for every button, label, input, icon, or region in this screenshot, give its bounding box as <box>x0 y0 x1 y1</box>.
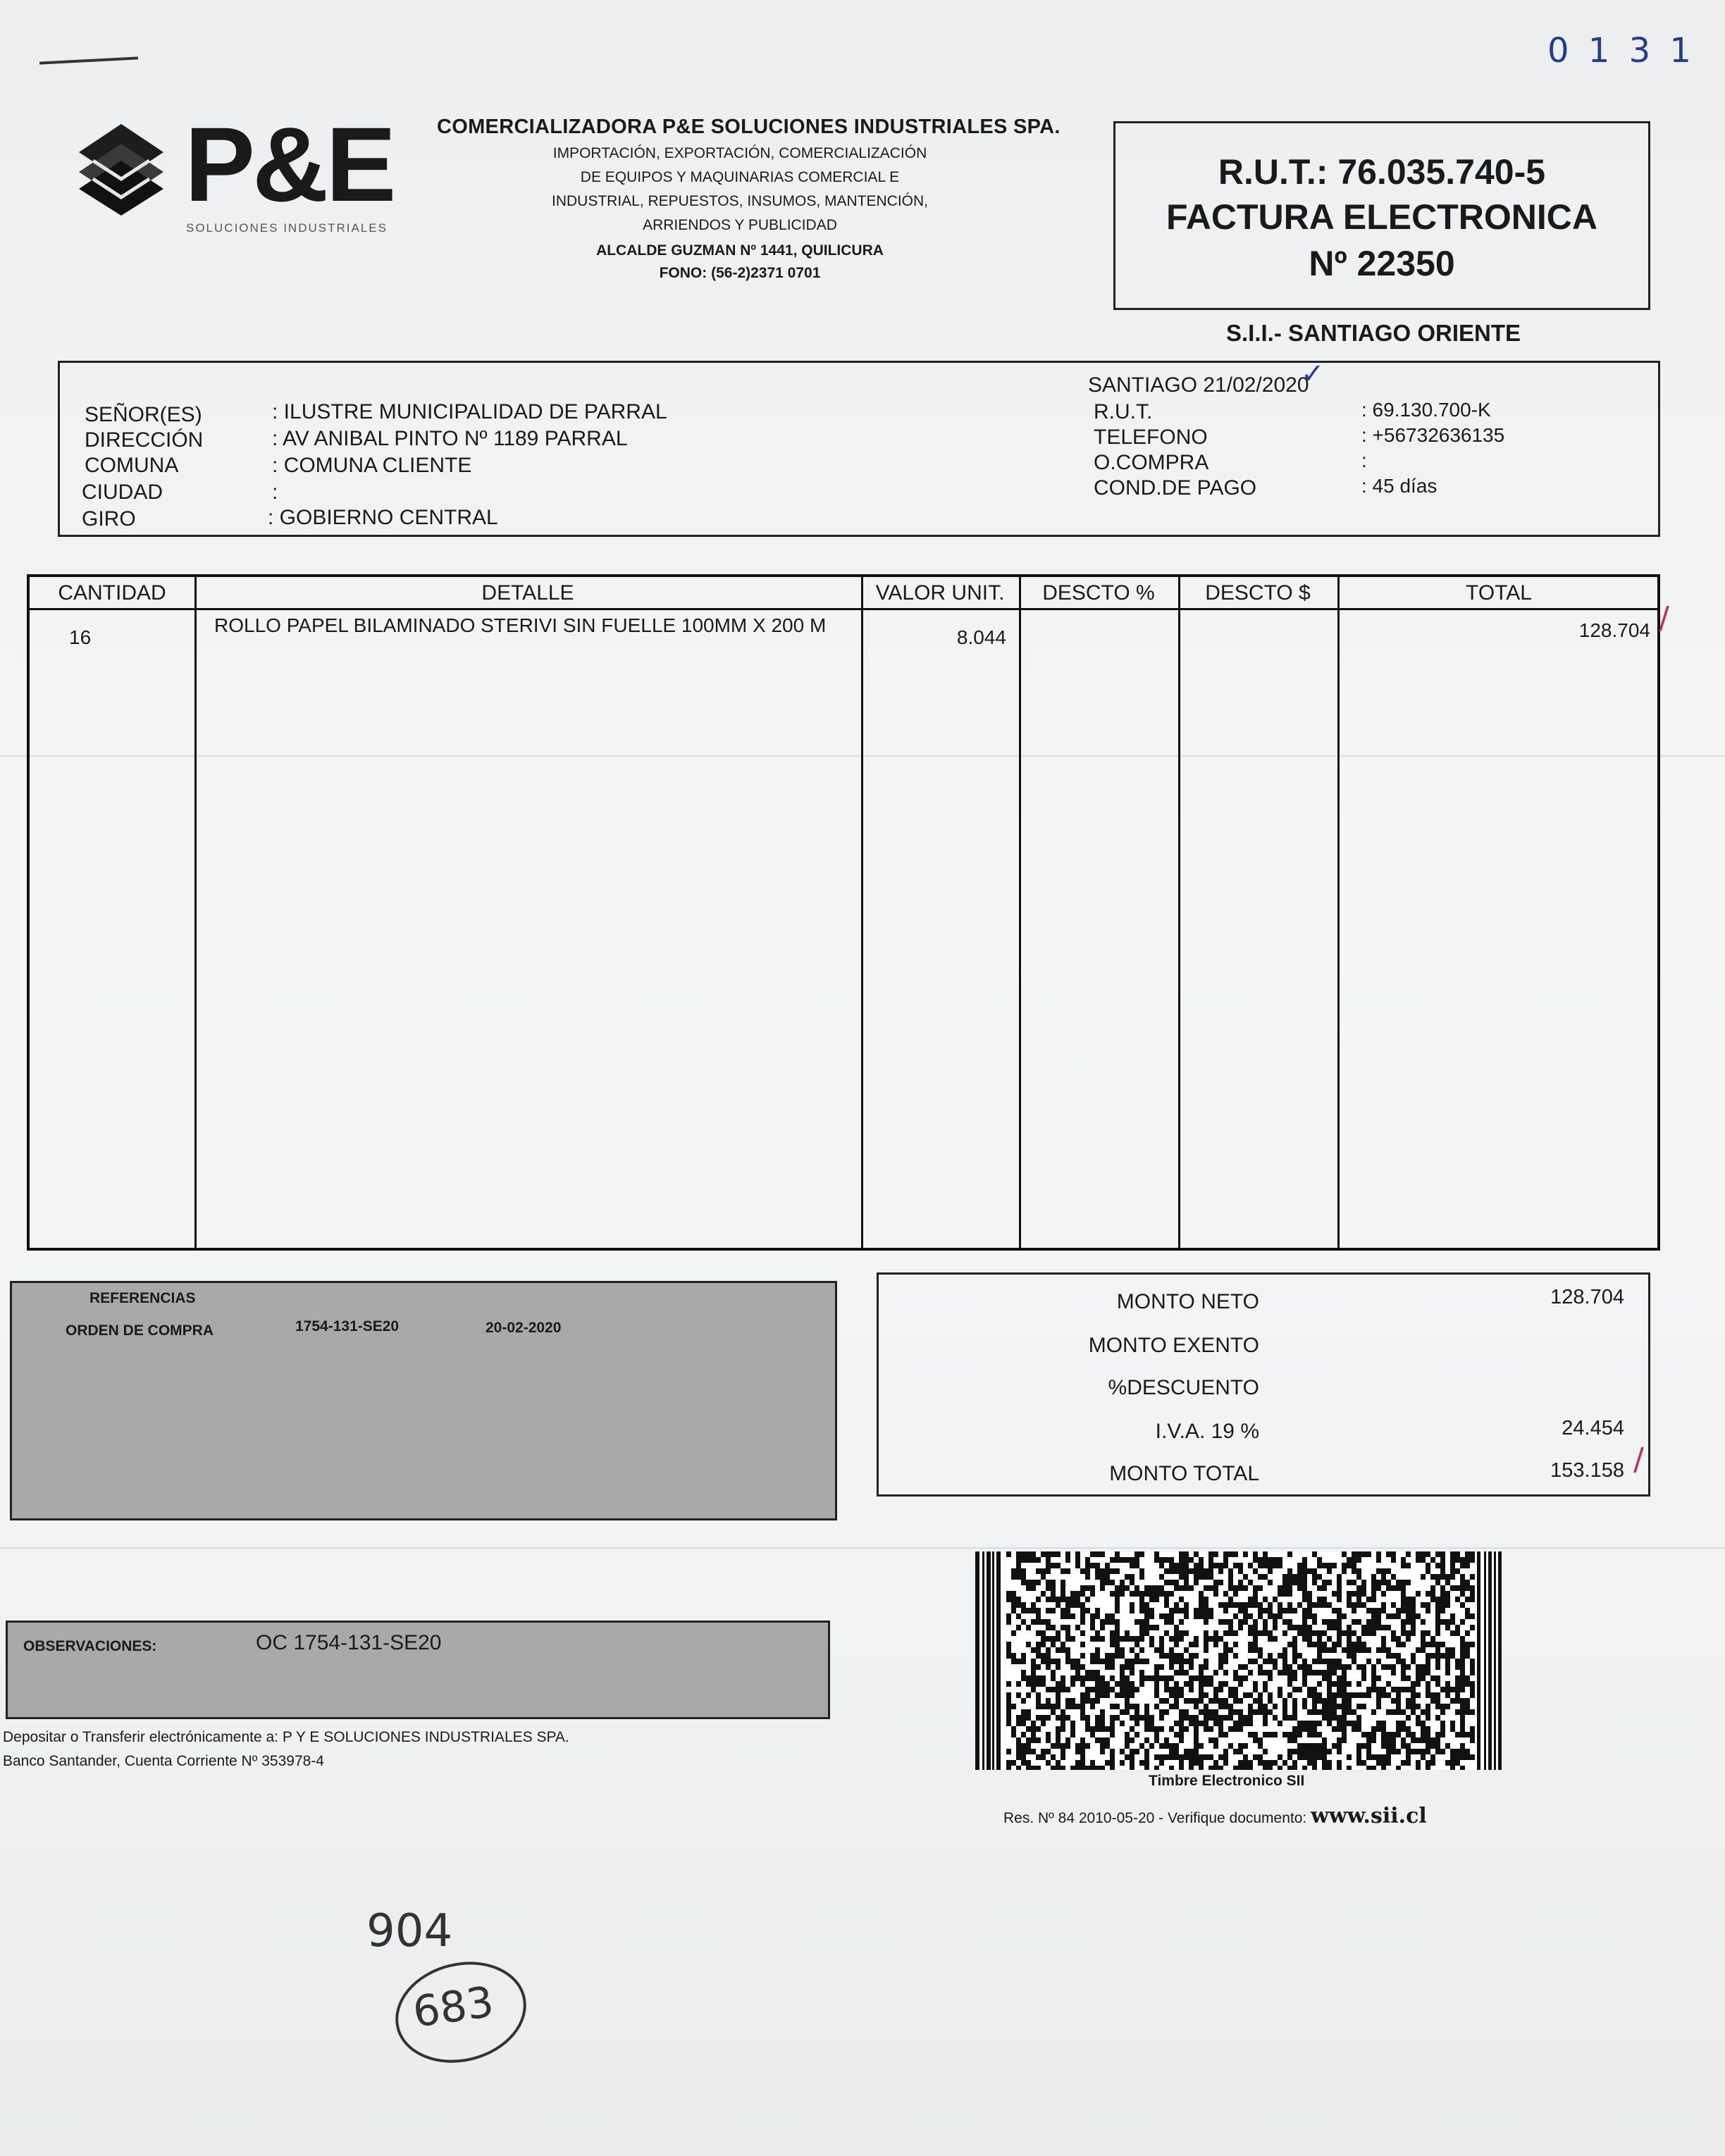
company-name: COMERCIALIZADORA P&E SOLUCIONES INDUSTRIALES SPA. <box>437 116 1061 138</box>
client-name: : ILUSTRE MUNICIPALIDAD DE PARRAL <box>272 400 667 423</box>
column-header-descto-pct: DESCTO % <box>1042 581 1155 605</box>
client-right-label: TELEFONO <box>1094 426 1208 449</box>
company-phone: FONO: (56-2)2371 0701 <box>659 265 821 281</box>
references-box <box>10 1281 837 1520</box>
check-mark-icon: / <box>1659 600 1669 636</box>
total-value-iva: 24.454 <box>1562 1417 1624 1439</box>
document-number: Nº 22350 <box>1309 244 1455 283</box>
logo-subtitle: SOLUCIONES INDUSTRIALES <box>186 221 388 235</box>
document-id-box <box>1113 121 1650 310</box>
check-mark-icon: / <box>1633 1442 1644 1477</box>
logo-mark-icon <box>79 124 163 216</box>
reference-date: 20-02-2020 <box>486 1320 562 1336</box>
table-header-divider <box>30 608 1657 610</box>
row-total: 128.704 <box>1578 619 1650 641</box>
handwritten-circled-number: 683 <box>409 1977 497 2038</box>
client-comuna: : COMUNA CLIENTE <box>272 454 472 477</box>
total-label-iva: I.V.A. 19 % <box>1155 1420 1259 1443</box>
sii-office: S.I.I.- SANTIAGO ORIENTE <box>1226 320 1521 346</box>
bank-account: Banco Santander, Cuenta Corriente Nº 353978-4 <box>3 1753 324 1769</box>
column-divider <box>1178 577 1180 1248</box>
column-header-total: TOTAL <box>1466 581 1532 605</box>
client-label: DIRECCIÓN <box>85 428 204 452</box>
handwritten-number: 904 <box>366 1905 453 1957</box>
client-label: COMUNA <box>85 454 179 477</box>
observations-value: OC 1754-131-SE20 <box>256 1631 442 1654</box>
column-divider <box>194 577 197 1248</box>
fold-line <box>0 1547 1725 1549</box>
company-activity-line: INDUSTRIAL, REPUESTOS, INSUMOS, MANTENCIÓN, <box>551 193 928 209</box>
row-cantidad: 16 <box>69 626 92 648</box>
issuer-rut: R.U.T.: 76.035.740-5 <box>1218 152 1546 192</box>
column-header-cantidad: CANTIDAD <box>58 581 166 605</box>
column-header-detalle: DETALLE <box>481 581 574 605</box>
company-activity-line: ARRIENDOS Y PUBLICIDAD <box>643 217 837 233</box>
issue-date: SANTIAGO 21/02/2020 <box>1088 373 1309 397</box>
client-address: : AV ANIBAL PINTO Nº 1189 PARRAL <box>272 427 628 450</box>
total-label-total: MONTO TOTAL <box>1109 1462 1259 1485</box>
column-divider <box>861 577 863 1248</box>
timbre-label: Timbre Electronico SII <box>1149 1773 1305 1789</box>
purchase-order-field: : <box>1361 450 1367 471</box>
client-giro: : GOBIERNO CENTRAL <box>268 506 498 529</box>
totals-box <box>877 1272 1650 1497</box>
sii-url-link[interactable]: www.sii.cl <box>1311 1804 1427 1828</box>
row-valor-unit: 8.044 <box>956 626 1006 648</box>
total-label-neto: MONTO NETO <box>1116 1290 1259 1313</box>
column-header-descto-amt: DESCTO $ <box>1205 581 1311 605</box>
timbre-barcode <box>975 1551 1502 1770</box>
client-label: GIRO <box>82 507 136 531</box>
total-value-neto: 128.704 <box>1550 1286 1624 1308</box>
column-divider <box>1019 577 1021 1248</box>
company-activity-line: IMPORTACIÓN, EXPORTACIÓN, COMERCIALIZACIÓN <box>552 145 927 161</box>
document-type: FACTURA ELECTRONICA <box>1166 197 1597 237</box>
payment-terms: : 45 días <box>1361 475 1438 497</box>
logo-text: P&E <box>185 105 394 223</box>
items-table <box>27 574 1660 1251</box>
check-mark-icon: ✓ <box>1301 358 1325 390</box>
client-label: SEÑOR(ES) <box>85 403 202 426</box>
column-header-valor-unit: VALOR UNIT. <box>875 581 1005 605</box>
sii-resolution <box>1003 1804 1427 1828</box>
total-value-total: 153.158 <box>1550 1459 1624 1482</box>
column-divider <box>1337 577 1340 1248</box>
row-detalle: ROLLO PAPEL BILAMINADO STERIVI SIN FUELLE 100MM X 200 M <box>214 614 827 636</box>
total-label-exento: MONTO EXENTO <box>1088 1334 1259 1357</box>
observations-label: OBSERVACIONES: <box>23 1638 157 1654</box>
folio-stamp: 0 1 3 1 <box>1547 31 1695 70</box>
client-city: : <box>272 481 278 504</box>
total-label-descuento: %DESCUENTO <box>1108 1376 1259 1399</box>
references-title: REFERENCIAS <box>89 1290 196 1306</box>
client-rut: : 69.130.700-K <box>1361 399 1491 421</box>
company-address: ALCALDE GUZMAN Nº 1441, QUILICURA <box>596 242 884 259</box>
client-label: CIUDAD <box>82 481 163 504</box>
bank-instruction: Depositar o Transferir electrónicamente a: P Y E SOLUCIONES INDUSTRIALES SPA. <box>3 1729 569 1745</box>
reference-type: ORDEN DE COMPRA <box>66 1322 214 1339</box>
client-phone: : +56732636135 <box>1361 424 1505 446</box>
reference-code: 1754-131-SE20 <box>295 1318 400 1334</box>
client-right-label: COND.DE PAGO <box>1094 476 1257 500</box>
company-activity-line: DE EQUIPOS Y MAQUINARIAS COMERCIAL E <box>580 169 900 185</box>
sii-resolution-text: Res. Nº 84 2010-05-20 - Verifique documento: <box>1003 1810 1311 1826</box>
client-right-label: R.U.T. <box>1094 400 1153 423</box>
observations-box <box>6 1621 830 1719</box>
client-right-label: O.COMPRA <box>1094 451 1209 474</box>
